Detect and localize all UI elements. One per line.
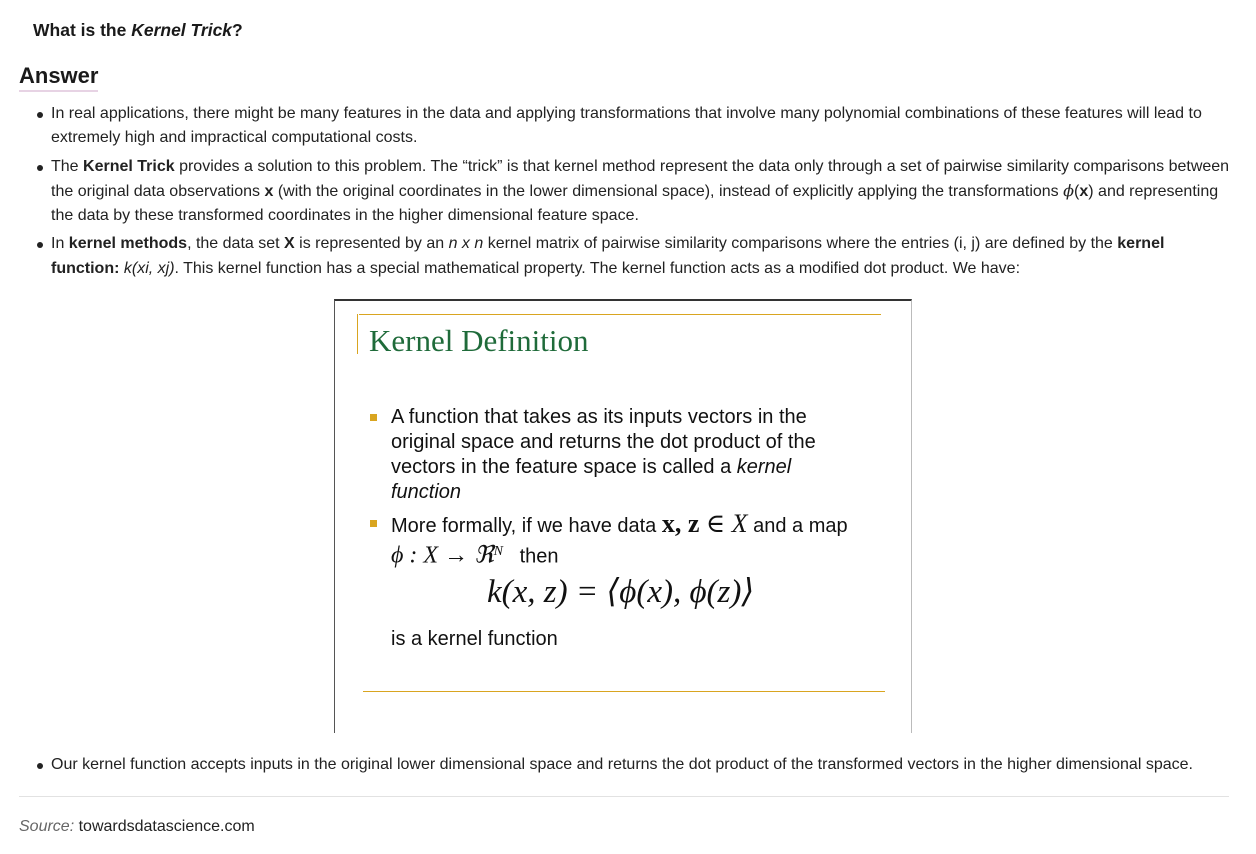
bullet-text: In <box>51 235 69 253</box>
kernel-definition-slide-image <box>334 299 912 733</box>
bullet-item <box>51 753 1241 777</box>
paren: ( <box>1074 182 1080 200</box>
source-label: Source: <box>19 818 75 835</box>
math-map: ϕ : X → ℜ <box>391 542 494 569</box>
bullet-bold: Kernel Trick <box>83 157 175 175</box>
slide-bottom-rule <box>363 691 885 692</box>
slide-bullet-text: then <box>502 545 559 568</box>
kernel-formula: k(x, z) = ⟨ϕ(x), ϕ(z)⟩ <box>487 574 755 610</box>
bullet-text: kernel matrix of pairwise similarity comparisons where the entries (i, j) are defined by the <box>483 235 1118 253</box>
slide-bullet-text: A function that takes as its inputs vectors in the original space and returns the dot product of the vectors in the feature space is called a <box>391 406 816 478</box>
question-prefix: What is the <box>33 20 132 40</box>
slide-title: Kernel Definition <box>369 323 589 358</box>
bullet-italic: k(xi, xj) <box>119 259 175 277</box>
bullet-item <box>51 155 1231 229</box>
bullet-text: is represented by an <box>294 235 449 253</box>
math-vectors: x, z <box>661 509 700 538</box>
bullet-text: (with the original coordinates in the lower dimensional space), instead of explicitly applying the transformations <box>273 182 1064 200</box>
bullet-bold: x <box>264 182 274 200</box>
source-value: towardsdatascience.com <box>78 818 255 835</box>
answer-heading: Answer <box>19 62 98 92</box>
question-heading <box>33 20 243 41</box>
math-set: X <box>731 509 748 538</box>
slide-bullet-item <box>391 405 861 505</box>
slide-top-rule <box>359 314 881 315</box>
bullet-text: , the data set <box>187 235 285 253</box>
bullet-text: In real applications, there might be many features in the data and applying transformations that involve many polynomial combinations of these features will lead to extremely high and impractical computational costs. <box>51 105 1202 147</box>
bullet-bold: X <box>284 235 295 253</box>
bullet-bold: kernel function: <box>51 235 1165 277</box>
bullet-item <box>51 102 1231 151</box>
bullet-text: provides a solution to this problem. The “trick” is that kernel method represent the data only through a set of pairwise similarity comparisons between the original data observations <box>51 157 1230 200</box>
slide-bullet-text: and a map <box>747 515 848 537</box>
bullet-item <box>51 232 1231 281</box>
bullet-bold: kernel methods <box>68 235 188 253</box>
answer-bullet-list-continued <box>51 753 1241 777</box>
math-superscript: N <box>493 544 503 559</box>
bullet-text: . This kernel function has a special mathematical property. The kernel function acts as a modified dot product. We have: <box>174 259 1021 277</box>
phi-symbol: ϕ <box>1063 180 1075 200</box>
slide-bullet-italic: kernel function <box>391 456 792 503</box>
bullet-text: The <box>51 157 84 175</box>
question-suffix: ? <box>232 20 243 40</box>
source-line <box>19 818 255 836</box>
slide-left-rule <box>357 314 358 354</box>
paren: ) <box>1088 182 1094 200</box>
bullet-text: and representing the data by these transformed coordinates in the higher dimensional feature space. <box>51 182 1219 225</box>
slide-footer-text: is a kernel function <box>391 628 558 650</box>
bullet-italic: n x n <box>448 235 484 253</box>
math-in-symbol: ∈ <box>699 509 732 538</box>
slide-bullet-list <box>391 405 861 570</box>
question-emphasis: Kernel Trick <box>131 20 233 40</box>
answer-bullet-list <box>51 102 1231 285</box>
slide-bullet-text: More formally, if we have data <box>391 515 662 537</box>
bullet-bold: x <box>1079 182 1089 200</box>
bullet-text: Our kernel function accepts inputs in the original lower dimensional space and returns the dot product of the transformed vectors in the higher dimensional space. <box>51 756 1193 773</box>
divider <box>19 796 1229 797</box>
slide-bullet-item <box>391 511 861 570</box>
